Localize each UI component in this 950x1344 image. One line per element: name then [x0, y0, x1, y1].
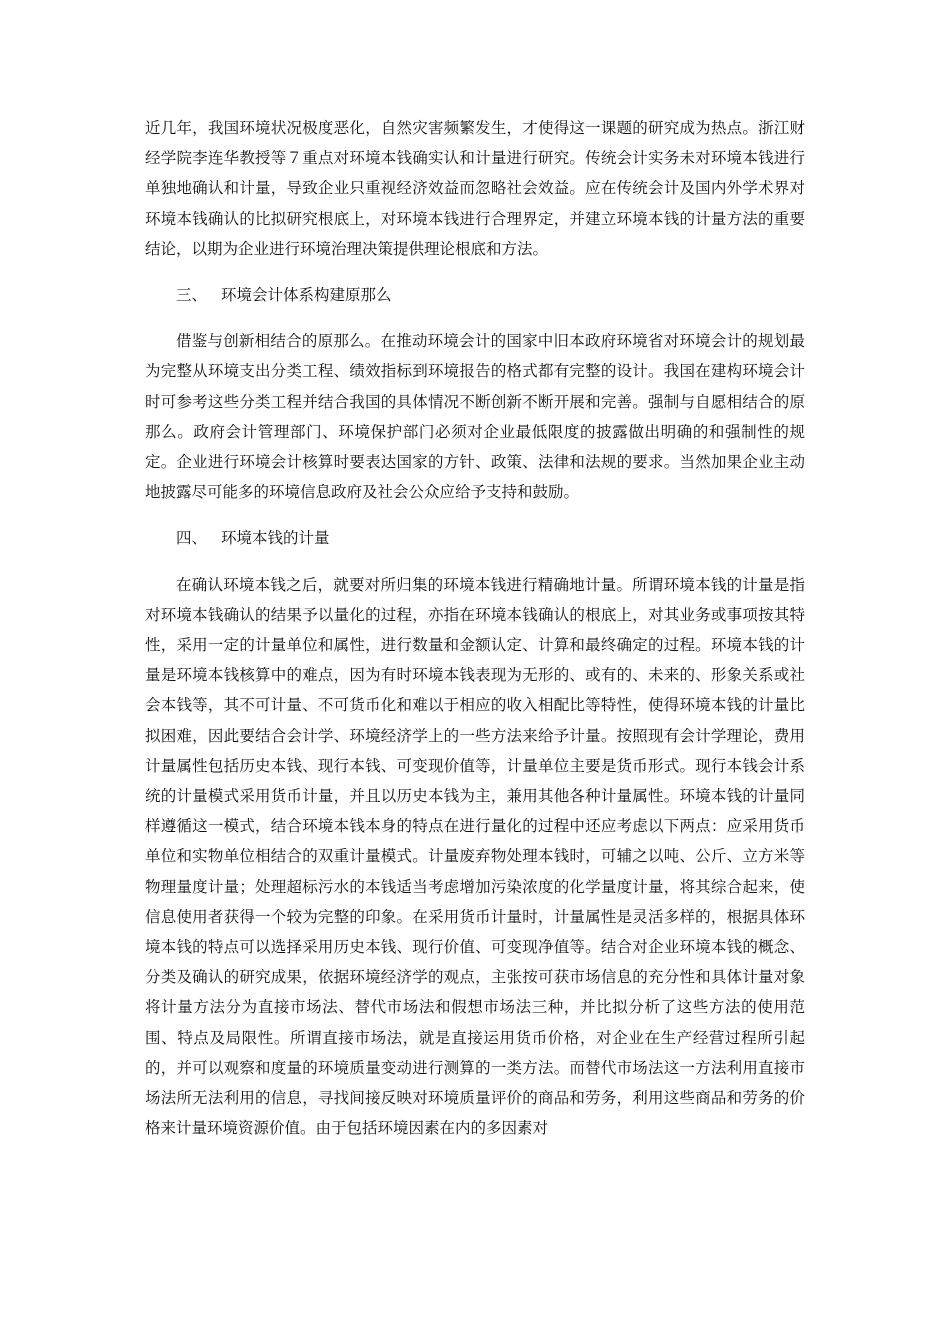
paragraph-intro-continued: 近几年，我国环境状况极度恶化，自然灾害频繁发生，才使得这一课题的研究成为热点。浙江财经学院李连华教授等７重点对环境本钱确实认和计量进行研究。传统会计实务未对环境本钱进行单独地确认和计量，导致企业只重视经济效益而忽略社会效益。应在传统会计及国内外学术界对环境本钱确认的比拟研究根底上，对环境本钱进行合理界定，并建立环境本钱的计量方法的重要结论，以期为企业进行环境治理决策提供理论根底和方法。: [145, 119, 805, 258]
section-title-4: 环境本钱的计量: [221, 529, 330, 548]
section-heading-3: [145, 280, 805, 310]
paragraph-measurement: 在确认环境本钱之后，就要对所归集的环境本钱进行精确地计量。所谓环境本钱的计量是指对环境本钱确认的结果予以量化的过程，亦指在环境本钱确认的根底上，对其业务或事项按其特性，采用一定的计量单位和属性，进行数量和金额认定、计算和最终确定的过程。环境本钱的计量是环境本钱核算中的难点，因为有时环境本钱表现为无形的、或有的、未来的、形象关系或社会本钱等，其不可计量、不可货币化和难以于相应的收入相配比等特性，使得环境本钱的计量比拟困难，因此要结合会计学、环境经济学上的一些方法来给予计量。按照现有会计学理论，费用计量属性包括历史本钱、现行本钱、可变现价值等，计量单位主要是货币形式。现行本钱会计系统的计量模式采用货币计量，并且以历史本钱为主，兼用其他各种计量属性。环境本钱的计量同样遵循这一模式，结合环境本钱本身的特点在进行量化的过程中还应考虑以下两点：应采用货币单位和实物单位相结合的双重计量模式。计量废弃物处理本钱时，可辅之以吨、公斤、立方米等物理量度计量；处理超标污水的本钱适当考虑增加污染浓度的化学量度计量，将其综合起来，使信息使用者获得一个较为完整的印象。在采用货币计量时，计量属性是灵活多样的，根据具体环境本钱的特点可以选择采用历史本钱、现行价值、可变现净值等。结合对企业环境本钱的概念、分类及确认的研究成果，依据环境经济学的观点，主张按可获市场信息的充分性和具体计量对象将计量方法分为直接市场法、替代市场法和假想市场法三种，并比拟分析了这些方法的使用范围、特点及局限性。所谓直接市场法，就是直接运用货币价格，对企业在生产经营过程所引起的，并可以观察和度量的环境质量变动进行测算的一类方法。而替代市场法这一方法利用直接市场法所无法利用的信息，寻找间接反映对环境质量评价的商品和劳务，利用这些商品和劳务的价格来计量环境资源价值。由于包括环境因素在内的多因素对: [145, 575, 805, 1138]
paragraph-principles: 借鉴与创新相结合的原那么。在推动环境会计的国家中旧本政府环境省对环境会计的规划最为完整从环境支出分类工程、绩效指标到环境报告的格式都有完整的设计。我国在建构环境会计时可参考这些分类工程并结合我国的具体情况不断创新不断开展和完善。强制与自愿相结合的原那么。政府会计管理部门、环境保护部门必须对企业最低限度的披露做出明确的和强制性的规定。企业进行环境会计核算时要表达国家的方针、政策、法律和法规的要求。当然加果企业主动地披露尽可能多的环境信息政府及社会公众应给予支持和鼓励。: [145, 332, 805, 502]
section-heading-4: [145, 523, 805, 553]
document-page: [145, 113, 805, 1144]
section-number-4: 四、: [176, 529, 208, 548]
section-title-3: 环境会计体系构建原那么: [221, 286, 392, 305]
section-number-3: 三、: [176, 286, 208, 305]
